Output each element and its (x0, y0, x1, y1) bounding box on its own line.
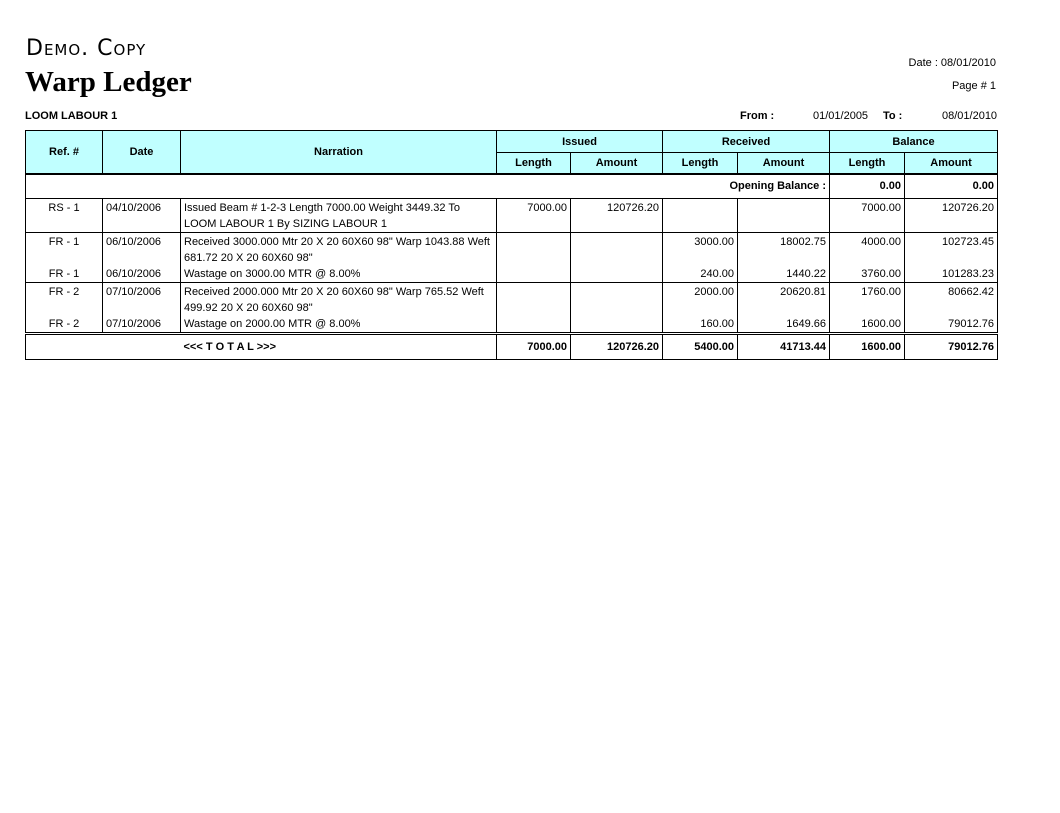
table-row (26, 282, 998, 316)
col-issued-length-header: Length (497, 153, 571, 174)
row-received-amount: 1649.66 (738, 316, 830, 334)
opening-balance-length: 0.00 (830, 174, 905, 199)
report-date: Date : 08/01/2010 (908, 57, 996, 69)
table-row (26, 232, 998, 266)
row-issued-amount (571, 282, 663, 316)
to-date: 08/01/2010 (942, 110, 998, 122)
col-balance-header: Balance (830, 131, 998, 153)
party-name: LOOM LABOUR 1 (25, 110, 118, 122)
total-row (26, 333, 998, 359)
col-balance-amount-header: Amount (905, 153, 998, 174)
total-issued-length: 7000.00 (497, 333, 571, 359)
row-issued-amount: 120726.20 (571, 198, 663, 232)
row-balance-length: 7000.00 (830, 198, 905, 232)
col-received-amount-header: Amount (738, 153, 830, 174)
row-balance-amount: 101283.23 (905, 266, 998, 283)
row-balance-amount: 80662.42 (905, 282, 998, 316)
row-received-amount (738, 198, 830, 232)
total-balance-amount: 79012.76 (905, 333, 998, 359)
row-narration: Issued Beam # 1-2-3 Length 7000.00 Weight 3449.32 To LOOM LABOUR 1 By SIZING LABOUR 1 (181, 198, 497, 232)
from-date: 01/01/2005 (813, 110, 869, 122)
to-label: To : (883, 110, 903, 122)
col-ref-header: Ref. # (26, 131, 103, 174)
row-ref: FR - 1 (26, 232, 103, 266)
row-narration: Received 3000.000 Mtr 20 X 20 60X60 98" Warp 1043.88 Weft 681.72 20 X 20 60X60 98" (181, 232, 497, 266)
row-date: 07/10/2006 (103, 316, 181, 334)
row-date: 07/10/2006 (103, 282, 181, 316)
col-narration-header: Narration (181, 131, 497, 174)
col-balance-length-header: Length (830, 153, 905, 174)
row-balance-amount: 79012.76 (905, 316, 998, 334)
row-date: 04/10/2006 (103, 198, 181, 232)
row-balance-length: 4000.00 (830, 232, 905, 266)
row-narration: Received 2000.000 Mtr 20 X 20 60X60 98" Warp 765.52 Weft 499.92 20 X 20 60X60 98" (181, 282, 497, 316)
demo-copy-label: Demo. Copy (26, 36, 147, 61)
ledger-table (25, 130, 998, 360)
row-received-length: 240.00 (663, 266, 738, 283)
report-title: Warp Ledger (25, 66, 192, 98)
row-received-length: 2000.00 (663, 282, 738, 316)
row-issued-amount (571, 316, 663, 334)
table-row (26, 266, 998, 283)
total-label: <<< T O T A L >>> (181, 333, 497, 359)
row-ref: FR - 1 (26, 266, 103, 283)
total-received-amount: 41713.44 (738, 333, 830, 359)
row-balance-amount: 120726.20 (905, 198, 998, 232)
from-label: From : (740, 110, 775, 122)
row-balance-length: 1600.00 (830, 316, 905, 334)
row-received-amount: 18002.75 (738, 232, 830, 266)
total-spacer (26, 333, 181, 359)
row-ref: FR - 2 (26, 316, 103, 334)
row-date: 06/10/2006 (103, 266, 181, 283)
total-issued-amount: 120726.20 (571, 333, 663, 359)
col-issued-header: Issued (497, 131, 663, 153)
opening-balance-amount: 0.00 (905, 174, 998, 199)
opening-balance-row (26, 174, 998, 199)
col-issued-amount-header: Amount (571, 153, 663, 174)
row-ref: RS - 1 (26, 198, 103, 232)
row-balance-length: 1760.00 (830, 282, 905, 316)
col-received-length-header: Length (663, 153, 738, 174)
col-date-header: Date (103, 131, 181, 174)
total-received-length: 5400.00 (663, 333, 738, 359)
row-issued-length (497, 282, 571, 316)
opening-balance-label: Opening Balance : (26, 174, 830, 199)
col-received-header: Received (663, 131, 830, 153)
row-balance-amount: 102723.45 (905, 232, 998, 266)
table-row (26, 316, 998, 334)
row-narration: Wastage on 3000.00 MTR @ 8.00% (181, 266, 497, 283)
table-row (26, 198, 998, 232)
row-issued-length (497, 232, 571, 266)
row-received-length (663, 198, 738, 232)
page-number: Page # 1 (951, 80, 996, 92)
row-balance-length: 3760.00 (830, 266, 905, 283)
total-balance-length: 1600.00 (830, 333, 905, 359)
row-ref: FR - 2 (26, 282, 103, 316)
row-issued-length (497, 316, 571, 334)
row-issued-amount (571, 266, 663, 283)
row-issued-length (497, 266, 571, 283)
row-issued-length: 7000.00 (497, 198, 571, 232)
row-received-length: 3000.00 (663, 232, 738, 266)
row-narration: Wastage on 2000.00 MTR @ 8.00% (181, 316, 497, 334)
row-received-amount: 20620.81 (738, 282, 830, 316)
row-date: 06/10/2006 (103, 232, 181, 266)
row-received-length: 160.00 (663, 316, 738, 334)
row-received-amount: 1440.22 (738, 266, 830, 283)
row-issued-amount (571, 232, 663, 266)
